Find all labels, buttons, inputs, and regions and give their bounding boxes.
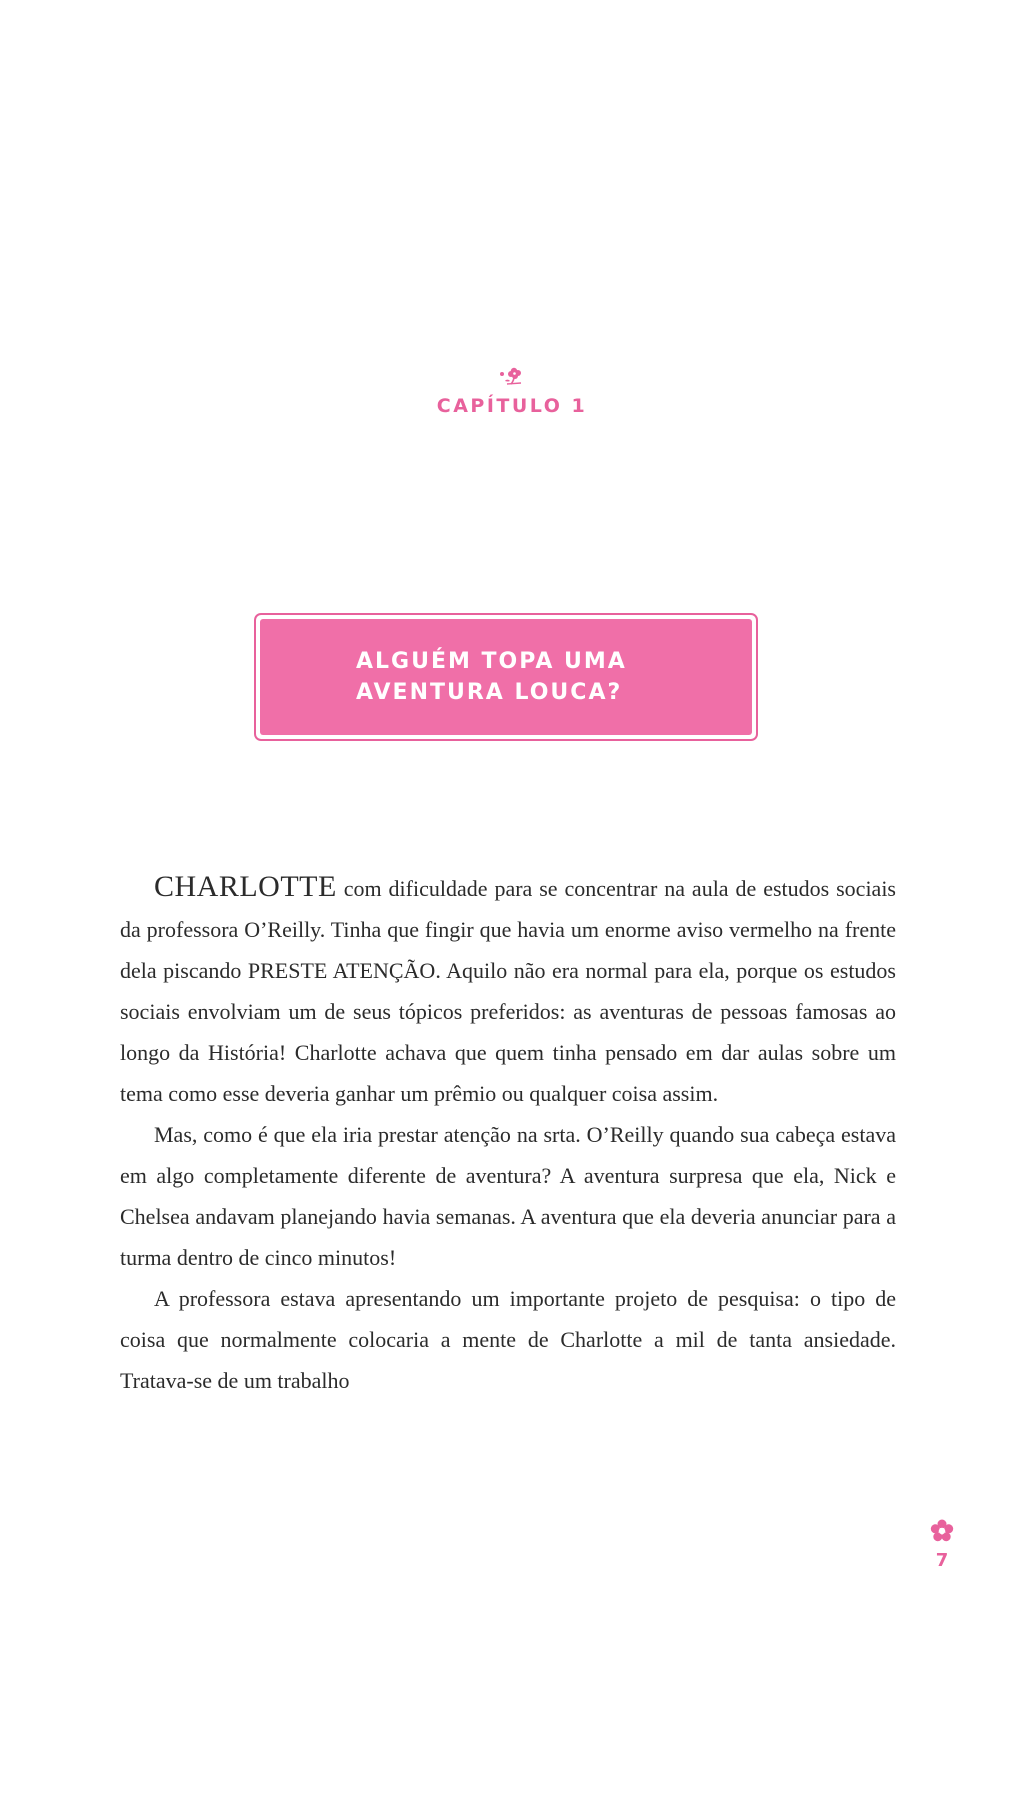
paragraph: [120, 1278, 896, 1401]
paragraph-text: Mas, como é que ela iria prestar atenção na srta. O’Reilly quando sua cabeça estava em algo completamente diferente de aventura? A aventura surpresa que ela, Nick e Chelsea andavam planejando havia semanas. A aventura que ela deveria anunciar para a turma dentro de cinco minutos!: [120, 1122, 896, 1270]
flower-icon: [929, 1518, 955, 1544]
lead-word: CHARLOTTE: [154, 870, 337, 903]
rose-icon: [497, 364, 527, 388]
chapter-label: CAPÍTULO 1: [436, 395, 588, 417]
body-text: [120, 866, 896, 1401]
paragraph-text: com dificuldade para se concentrar na aula de estudos sociais da professora O’Reilly. Tinha que fingir que havia um enorme aviso vermelho na frente dela piscando PRESTE ATENÇÃO. Aquilo não era normal para ela, porque os estudos sociais envolviam um de seus tópicos preferidos: as aventuras de pessoas famosas ao longo da História! Charlotte achava que quem tinha pensado em dar aulas sobre um tema como esse deveria ganhar um prêmio ou qualquer coisa assim.: [120, 876, 896, 1106]
chapter-heading: [0, 364, 1024, 417]
paragraph-text: A professora estava apresentando um importante projeto de pesquisa: o tipo de coisa que normalmente colocaria a mente de Charlotte a mil de tanta ansiedade. Tratava-se de um trabalho: [120, 1286, 896, 1393]
paragraph: [120, 866, 896, 1114]
chapter-title: [260, 619, 752, 735]
page-number: 7: [935, 1550, 949, 1571]
chapter-title-box: [254, 613, 758, 741]
chapter-title-line-2: AVENTURA LOUCA?: [356, 680, 623, 705]
chapter-title-line-1: ALGUÉM TOPA UMA: [356, 649, 627, 674]
paragraph: [120, 1114, 896, 1278]
page-footer: [922, 1518, 962, 1571]
